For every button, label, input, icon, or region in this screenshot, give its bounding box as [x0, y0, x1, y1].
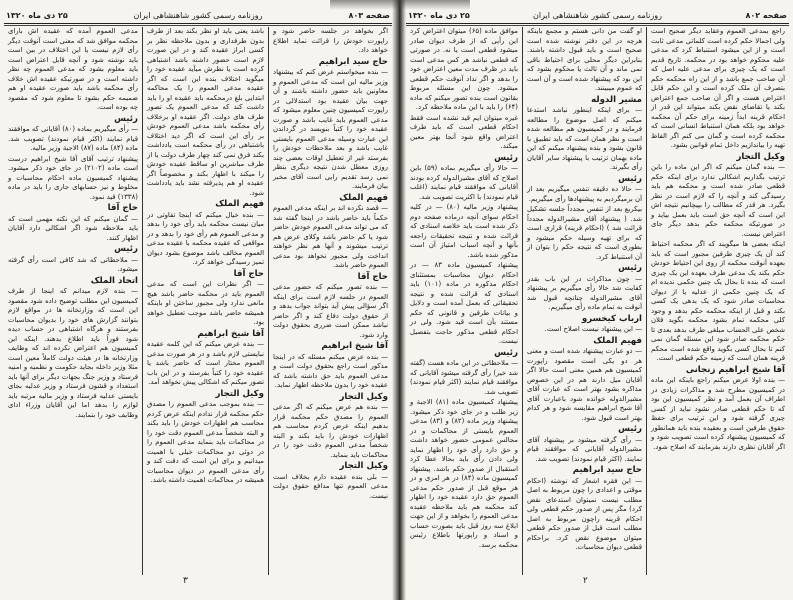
paragraph-text: او گفت من دانی هستم و مجمع باینکه هرچه در این دفتر نوشته شده است صحیح است و باید قبول داشته باشند. بنابراین دیگر محلی برای احتیاط باقی نمی ماند و آن ثالث یا محکوم بشود که این بود که پیشنهاد شده است و آن است که عموم میبینند. [527, 27, 642, 92]
speaker-name: وکیل التجار [215, 388, 264, 399]
paragraph-text: پیشنهاد ترتیب آقای آقا شیخ ابراهیم درست است ماده (۲۱۰۲) در جای خود ذکر میشود. پیشنهاد کمیسیون ماده احکام محاسبات و مخلوط و نیز حسابهای جاری را باید در ماده (۱۳۳۸) قید نمود. [8, 154, 138, 201]
speech-block [147, 27, 264, 198]
page-label: صفحه ۸۰۳ [348, 10, 390, 20]
speaker-name: وکیل التجار [736, 151, 785, 162]
issue-date: ۲۵ دی ماه ۱۳۲۰ [6, 10, 68, 20]
paragraph-text: — حالا ده دقیقه تنفس میگیریم بعد از آن برمیگردیم به پیشنهادها رأی میگیریم. [527, 185, 642, 203]
speech-block [527, 95, 642, 173]
speech-block [8, 276, 138, 421]
speaker-name: مشیر الدوله [591, 94, 642, 105]
speech-block [8, 244, 138, 275]
speech-block [651, 152, 785, 240]
paragraph-text: بیکربع بعد از تنفس مجدداً جلسه تشکیل شد. ( پیشنهاد آقای مشیرالدوله مجدداً قرائت شد ) (احکام قرینه) قراری است که برای تهیه وسیله حکم میشود و بطوری است که نتیجه حکم را بتوان از آن استنباط کرد. [527, 205, 642, 261]
speech-block [8, 155, 138, 203]
newspaper-title: روزنامه رسمی کشور شاهنشاهی ایران [133, 10, 263, 20]
speech-block [147, 329, 264, 388]
speaker-name: رئیس [494, 152, 518, 163]
header-rule [4, 23, 392, 26]
paragraph-text: مدعی العموم آمده که عقیده اش بارای محکمه موافق شد که معنی است آنوقت دیگر رأی لازم نیست یا این اختلاف در بین است باید نوشته شود و آنچه قابل اعتراض است باید معلوم بشود که مدعی العموم چه نظر داشته است و در صورتیکه عقیده اش خلاف رأی محکمه باشد باید صورت عقیده او هم ضمیمه حکم بشود تا معلوم شود که مقصود چه بوده است. [8, 27, 138, 111]
speaker-name: فهیم الملک [339, 192, 388, 203]
speaker-name: حاج آقا [233, 268, 264, 279]
paragraph-text: — بنده لازم میدانم که اینجا از طرف کمیسیون این مطلب توضیح داده شود مقصود این است که وزارتخانه ها در مواقع لازم بتوانند گزارش های خود را بدیوان محاسبات بفرستند و هرگاه اشتباهی در حساب دیده شود فوراً باید اطلاع بدهند. اینکه این کمیسیون هم اعتراض نکرده اند که وظایف وزارتخانه ها در هیئت دولت کاملاً معین است مثلا وزیر داخله بجاید حکومت و نظمیه و امنیه فرستاد و وزیر جنگ بجهات دیگر برای آنها باید استعداد و قشون فرستاد و وزیر عدلیه بجای بایستی عدلیه فرستاد و وزیر مالیه مرتبه باید لوازم را بدهد اما این آقایان وزراء ادای وظایف خود را بنمایند. [8, 287, 138, 419]
text-column [522, 27, 646, 575]
paragraph-text: پیشنهاد کمیسیون ماده ۸۳ — در احکام دیوان محاسبات بمستثنای احکام مذکوره در ماده (۱۰۱) باید اسنادی که قرائت شده و نتیجه تحقیقاتی که بعمل آمده است و دلایل و بیانات طرفین و قانونی که حکم مستند بآن است قید شود. ولی در احکام قطعی مذکور حاجت بتفصیل نیست. [410, 261, 518, 345]
speaker-name: رئیس [618, 173, 642, 184]
speaker-name: فهیم الملک [215, 199, 264, 209]
speech-block [527, 465, 642, 553]
speaker-name: رئیس [114, 113, 138, 124]
speech-block [410, 348, 518, 398]
speech-block [651, 27, 785, 151]
speaker-name: وکیل التجار [339, 461, 388, 471]
speech-block [8, 27, 138, 113]
paragraph-text: — ملاحظاتی که شد کافی است رأی گرفته میشود. [8, 255, 138, 273]
speech-block [273, 193, 388, 271]
speech-block [410, 261, 518, 347]
newspaper-title: روزنامه رسمی کشور شاهنشاهی ایران [533, 10, 662, 20]
speech-block [527, 27, 642, 94]
speaker-name: رئیس [114, 244, 138, 254]
speech-block [527, 263, 642, 313]
paragraph-text: — بنده بموجب مدعی العموم را مصدق حکم محکمه قرار ندادم اینکه عرض کردم محاسب هم اظهارات خودش را باید بکند و البته شخصاً مدعی العموم دقت خود را در محاکمات باید بنماید مدعی العموم را در دوئی دو محاکمات خیلی با اهمیت میدانیم و برای این است که دقت کند و رأی مدعی العموم در دیوان محاسبات همیشه در محاکمات اهمیت داشته باشد. [147, 400, 264, 484]
speech-block [410, 153, 518, 203]
speech-block [273, 27, 388, 56]
speaker-name: آقا شیخ ابراهیم [197, 328, 264, 339]
speaker-name: حاج آقا [357, 271, 388, 282]
paragraph-text: — ملاحظاتی در این ماده هست (گفته شد خیر) رأی گرفته میشود آقایانی که موافقند قیام نمایند (اکثر قیام نمودند) تصویب شد. [410, 359, 518, 396]
paragraph-text: اینکه بعضی ها میگویند که اگر محکمه احتیاط کند آن یک چیزی طرفین مجبور است که باید بعهده آنوقت محکمه از روی این احتیاط خودش حکم بکند یک مدعی طرف بعهده این یک چیزی است که بنده تا بحال یک چنین حکمی ندیده ام که یک چنین حکمی از عدلیه یا از دیوان محاسبات صادر شود که یک بدهی یک کسی بکند و قبل از اینکه محکمه حکم بدهد و وجود کلی محکمه تمام بشود محکمه بگوید فلان شخص علی الحساب مبلغی طرف بدهد بعدی تا حکم محکمه صادر شود این مسئله گمان نمی کنم تا بحال کسی بگوید واقع شده است محکم قرینه همان است که زمینه حکم قطعی است. [651, 240, 785, 362]
speaker-name: حاج آقا [107, 203, 138, 213]
speech-block [147, 389, 264, 486]
paragraph-text: — بلی بنده عقیده دارم بخلاف است مدعی العموم تنها مدافع حقوق دولت نیست. [273, 472, 388, 500]
text-column [142, 27, 268, 575]
speech-block [527, 424, 642, 464]
speech-block [527, 336, 642, 424]
speech-block [273, 341, 388, 391]
speech-block [8, 203, 138, 243]
text-column [4, 27, 142, 575]
paragraph-text: — بنده عرض میکنم مسئله که در اینجا مذکور است راجع بحقوق دولت است و مدعی العموم باید حق داشته باشد که عقیده خود را بدون ملاحظه اظهار نماید. [273, 352, 388, 389]
newspaper-page-right [402, 0, 793, 600]
paragraph-text: — این پیشنهاد نیست اصلاح است. [544, 325, 642, 333]
speech-block [147, 269, 264, 328]
scan-shadow [330, 0, 470, 10]
paragraph-text: — برای اینکه اینطور نباشد استدعا میکنم که اصل موضوع را مطالعه فرمایند و در کمیسیون هم مطالعه شده است و نظر همان است که باید تطبیق با قانون بشود و بنده پیشنهاد میکنم که این ماده بهمان ترتیب با پیشنهاد سایر آقایان رأی بگیرند. [527, 106, 642, 171]
columns [4, 27, 392, 575]
paragraph-text: — بنده گمان میکنم که اگر این ماده را باین ترتیب بگذاریم اشکالی ندارد برای اینکه حکم قطعی صادر شده است و محکمه هم باید رسیدگی کند و آنچه را که لازم است در نظر بگیرد. هر قدر که مطالب را بپیچانیم نتیجه اش این است که آنچه حق است باید بعمل بیاید و در صورتیکه محکمه حکم بدهد دیگر جای اعتراض نیست. [651, 163, 785, 238]
speaker-name: آقا شیخ ابراهیم [321, 341, 388, 351]
speaker-name: ارباب کیخسرو [581, 313, 642, 324]
speech-block [147, 199, 264, 268]
speech-block [410, 203, 518, 260]
paragraph-text: — حالا رأی میگیریم بماده (۵۹) باین اصلاح که آقای مشیرالدوله کرده بودند آقایانی که موافقند قیام نمایند (اغلب قیام نمودند) با اکثریت تصویب شد. [410, 164, 518, 201]
page-number: ۳ [183, 576, 188, 586]
paragraph-text: — رأی میگیریم بماده (۸۰) آقایانی که موافقند قیام نمایند (اکثر قیام نمودند) تصویب شد. ماده (۸۴) ماده (۸۷) الاجبة وزیر مالیه. [8, 125, 138, 152]
text-column [406, 27, 522, 575]
paragraph-text: اگر بخواهد در جلسه حاضر شود و راپورت خودش را قرائت نماید اطلاع خواهد داد. [273, 27, 388, 54]
paragraph-text: — بنده خیال میکنم که اینجا تفاوتی در میان نیست محکمه باید رأی خود را بدهد و مدعی العموم هم رأی خود را بدهد و در مواقعی که عقیده محکمه با عقیده مدعی العموم مخالف باشد موضوع بشود دیوان تمیز رسیدگی خواهد کرد. [147, 210, 264, 266]
speech-block [410, 114, 518, 152]
newspaper-page-left [0, 0, 396, 600]
text-column [268, 27, 392, 575]
paragraph-text: — اگر نظرات این است که مدعی العموم باید در محکمه حاضر باشد هیچ مانعی ندارد ولی مجبور ساختن او باینکه همیشه حاضر باشد موجب تعطیل خواهد بود. [147, 280, 264, 326]
paragraph-text: — بنده هم عرض میکنم که اگر مدعی العموم را مصدق حکم محکمه قرار بدهیم اینکه عرض کردم محاسب هم اظهارات خودش را باید بکند و البته شخصاً مدعی العموم دقت خود را در محاکمات باید بنماید. [273, 403, 388, 459]
speaker-name: رئیس [618, 263, 642, 273]
speaker-name: رئیس [494, 347, 518, 358]
page-header [408, 8, 787, 22]
page-gutter [392, 0, 406, 600]
speaker-name: حاج سید ابراهیم [318, 56, 388, 67]
speech-block [8, 114, 138, 154]
speaker-name: اتحاد الملک [90, 275, 138, 286]
paragraph-text: باشد یعنی باید او نظر بکند بعد از طرف بدون طرفداری و بدون ملاحظه نظر بر کسی ابراز عقیده کند و در این صورت لازم است حضور داشته باشد اشتباهی کرده است یا نظرش میآید عقیده خود را میگوید اختلاف بنده این است که اگر عقیده مدعی العموم را یک محاکمه ابتدایی بلغ درمحکمه باید عقیده او را باید داشت کند که مدعی العموم یک تصور طرف های دولت. اگر عقیده او برخلاف رأی محکمه باشد مدعی العموم خودش بر رأی این است که اگر دید اختلاف باشتباهی در رأی محکمه است یادداشت بکند فرق نمی کند چهار طرف دولت یا از طرف مباشرین او ساقط عقیده خودش را میکند با اظهار بکند و مخصوصاً اگر عقیده او هم پذیرفته نشد باید یادداشت شود. [147, 27, 264, 197]
speech-block [651, 365, 785, 453]
columns [406, 27, 789, 575]
paragraph-text: — این فقره اشعار که نوشته (احکام موقتی و اعدادی را چون مربوط به اصل مطلب نیست نمیتوان استدعای نقض کرد) مگر پس از صدور حکم قطعی ولی احکام قرینه راچون مربوط به اصل مطلب است قبل از صدور حکم قطعی میتوان موضوع نقض کرد. براحکام قطعی دیوان محاسبات. [527, 476, 642, 551]
speech-block [273, 272, 388, 341]
paragraph-text: — گمان میکنم که این نکته مهمی است که باید ملاحظه شود اگر اشکالی دارد آقایان اظهار کنند. [8, 214, 138, 242]
speech-block [651, 240, 785, 364]
paragraph-text: — قصد نکرده اند بر اینکه مدعی العموم حکماً باید حاضر باشد در اینجا گفته شد که می تواند مدعی العموم خودش حاضر شود یا کم حاضر باشد وکلای عرض هم ترتیب میشوند و آنها هم نظر خواهند انداخت ولی مجبور نخواهد بود مدعی العموم حاضر باشد. [273, 204, 388, 269]
header-rule [406, 23, 789, 26]
paragraph-text: پیشنهاد وزیر مالیه (۸۰) — در کلیه احکام سوای آنچه درماده صفحه دوم ذکر شده است باید خلاصه اسنادی که قرائت شده و نتیجه تحقیقات راجعه بآنها و آنچه اسباب امتیاز آن است مذکور شده باشد. [410, 203, 518, 259]
speech-block [410, 398, 518, 550]
speech-block [410, 27, 518, 113]
paragraph-text: غیره میتوان ایم قید نشده است فقط احکام قطعی است که باید طرف اعتراض واقع شود آنجا بهتر معین میکند. [410, 113, 518, 150]
page-number: ۲ [583, 576, 588, 586]
speaker-name: فهیم الملک [593, 335, 642, 346]
paragraph-text: — بنده تصور میکنم که حضور مدعی العموم در جلسه لازم است برای اینکه اگر سؤالی پیش آید بتواند جواب بدهد و از حقوق دولت دفاع کند و اگر حاضر نباشد ممکن است ضرری بحقوق دولت وارد شود. [273, 283, 388, 339]
speech-block [273, 461, 388, 501]
paragraph-text: — بنده اولا عرض میکنم راجع باینکه این ماده در کمیسیون مطرح شد و مذاکرات زیادی در اطراف آن بعمل آمد و نظر کمیسیون این بود که تا حکم قطعی صادر نشود نباید از کسی چیزی گرفته شود و این ترتیب برای حفظ حقوق طرفین است و بعقیده بنده باید همانطور که کمیسیون پیشنهاد کرده است تصویب شود و اگر آقایان نظری دارند بفرمایند که اصلاح شود. [651, 376, 785, 451]
paragraph-text: — رأی گرفته میشود بر پیشنهاد آقای مشیرالدوله آقایانی که موافقند قیام نمایند. (اکثر قیام نمودند) تصویب شد. [527, 435, 642, 463]
speech-block [527, 314, 642, 335]
paragraph-text: — بنده میخواستم عرض کنم که بیشنهاد وزیر مالیه این است که مدعی العموم و معاونین باید حضور داشته باشند و آن جهت بیان عقیده بود استدلالی در راپورت کمیسیون چنین معلوم میشود که مدعی العموم باید غایب باشد و صورت عقیده خود را کتباً بنویسد در گرداندن این عبارت وسیله مدعی العموم بایستی غایب باشد و بعد ملاحظات خودش را بفرستد غیر از تعطیل اوقات بعضی چند روزی معطل شدن نتیجه دیگری بنظر نمی رسد تقدیم رایی است آقای مخبر بیان فرمایند. [273, 68, 388, 190]
speech-block [273, 57, 388, 192]
paragraph-text: — دو عبارت پیشنهاد شده است و معنی هر دو یکی است مقصود راپورت کمیسیون هم همین معنی است حالا اگر آقایان میل دارند هم در این خصوص مذاکره بشود بهتر است که عبارت آقای مشیرالدوله خوانده شود باعبارت آقای آقا شیخ ابراهیم مقایسه شود و هر کدام بهتر است قبول شود. [527, 347, 642, 422]
page-label: صفحه ۸۰۲ [745, 10, 787, 20]
speaker-name: حاج سید ابراهیم [572, 465, 642, 475]
paragraph-text: موافق ماده (۶۵) میتوان اعتراض کرد این رأیی که از طرف دیوان صادر میشود قطعی است یا نه. در صورتی که قطعی نباشد هر کس مدعی است باید در ظرف مدت معین اعتراض خود را بدهد و اگر نداد آنوقت حکم قطعی میشود. چون این مسئله مربوط بقانون است بنده تصور میکنم که ماده (۶۴) را باید با این ماده ملاحظه کرد. [410, 27, 518, 111]
speech-block [527, 174, 642, 205]
speaker-name: رئیس [618, 424, 642, 434]
speaker-name: وکیل التجار [339, 391, 388, 402]
paragraph-text: — چون مذاکرات در این باب بقدر کفایت شد حالا رأی میگیریم بر پیشنهاد آقای مشیرالدوله چنانچه قبول شد آنوقت به تمام ماده رأی میگیریم. [527, 274, 642, 311]
paragraph-text: — بنده عرض میکنم که این کلمه عقیده نبایستی لازم باشد و در هر صورت مدعی العموم مختار است که حاضر باشد یا عقیده خود را کتباً بفرستد و در این باب تصور میکنم که اشکالی پیش نخواهد آمد. [147, 340, 264, 386]
speaker-name: آقا شیخ ابراهیم زنجانی [685, 364, 785, 375]
paragraph-text: راجع بمدعی العموم وعقاید دیگر صحیح است ولی اجمالا حکم کرده است کلماتی مدعی ثابت است و از این میشود استنباط کرد که مدعی علیه محکوم خواهد بود در محکمه. تاریخ قدیم است که یک چیزی برای مدعی علیه اصل که آن صاحب جمع باشد و از این راه محکمه حکم بتصرف آن ملک کرده است و این حکم قابل اعتراض هست و اگر آن صاحب جمع اعتراض بکند یا تقاضای نقض بکند میتواند این قدر از احکام قرینه ابداً زمینه برای حکم آن محکمه خواهد بود بلکه همان استنباط انسانی است که محکمه کرده است و گمان می کنم اگر الفاظ تهیه را بیاندازیم داخل تمام قوانین بشود. [651, 27, 785, 149]
speech-block [527, 205, 642, 262]
text-column [646, 27, 789, 575]
paragraph-text: پیشنهاد کمیسیون ماده (۸۱) الاجبة و زیر طلب و در جای خود ذکر میشود. پیشنهاد وزیر ماده (۸۲) و (۸۳) مدعی العموم بایستی از محاکمات و در مجالس عمومی حضور خواهد داشت و حق دارد رأی خود را اظهار نماید ولی دادن رأی باید بحالا عطا کرد استقبال از صدور حکم باشد. پیشنهاد کمیسیون ماده (۸۴) در هر امری و در هر موقع قبل از صدور حکم مدعی العموم حق دارد عقیده خود را اظهار کند محکمه هم باید ملاحظه عقیده مدعی العموم را بخواهد و از این جهت ابلاغ سه روز قبل باید بصورت حساب و اسناد و راپورتها باطلاع رئیس محکمه برسد. [410, 398, 518, 549]
speech-block [273, 392, 388, 461]
page-header [6, 8, 390, 22]
issue-date: ۲۵ دی ماه ۱۳۲۰ [408, 10, 470, 20]
